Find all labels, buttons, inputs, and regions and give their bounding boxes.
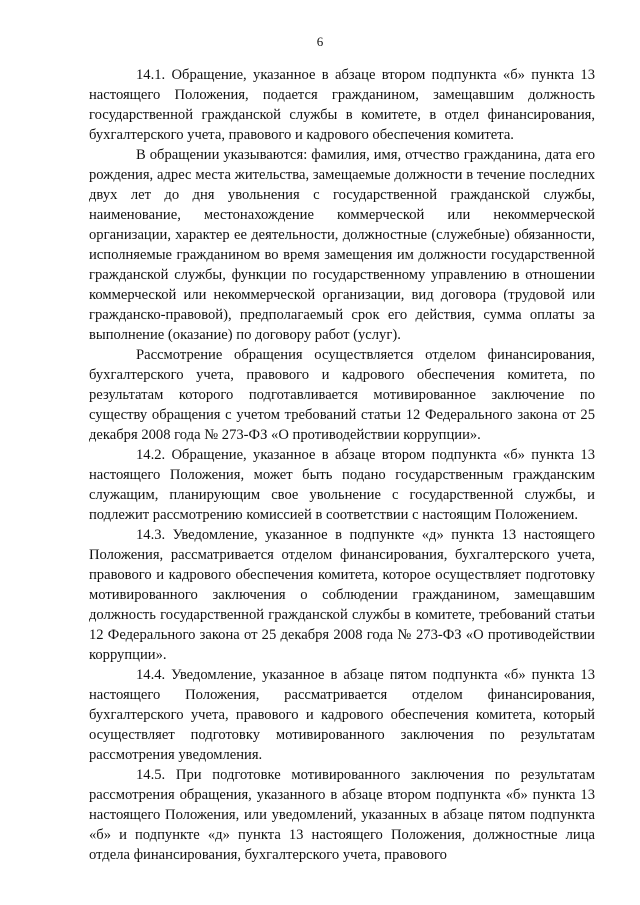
paragraph-14-1: 14.1. Обращение, указанное в абзаце втором подпункта «б» пункта 13 настоящего Положения, подается гражданином, замещавшим должность государственной гражданской службы в комитете, в отдел финансирования, бухгалтерского учета, правового и кадрового обеспечения комитета. bbox=[89, 67, 595, 143]
paragraph-14-3: 14.3. Уведомление, указанное в подпункте «д» пункта 13 настоящего Положения, рассматривается отделом финансирования, бухгалтерского учета, правового и кадрового обеспечения комитета, которое осуществляет подготовку мотивированного заключения о соблюдении гражданином, замещавшим должность государственной гражданской службы в комитете, требований статьи 12 Федерального закона от 25 декабря 2008 года № 273-ФЗ «О противодействии коррупции». bbox=[89, 527, 595, 663]
page-number: 6 bbox=[316, 34, 324, 49]
paragraph-14-2: 14.2. Обращение, указанное в абзаце втором подпункта «б» пункта 13 настоящего Положения, может быть подано государственным гражданским служащим, планирующим свое увольнение с государственной службы, и подлежит рассмотрению комиссией в соответствии с настоящим Положением. bbox=[89, 447, 595, 523]
paragraph-appeal-contents: В обращении указываются: фамилия, имя, отчество гражданина, дата его рождения, адрес места жительства, замещаемые должности в течение последних двух лет до дня увольнения с государственной гражданской службы, наименование, местонахождение коммерческой или некоммерческой организации, характер ее деятельности, должностные (служебные) обязанности, исполняемые гражданином во время замещения им должности государственной гражданской службы, функции по государственному управлению в отношении коммерческой или некоммерческой организации, вид договора (трудовой или гражданско-правовой), предполагаемый срок его действия, сумма оплаты за выполнение (оказание) по договору работ (услуг). bbox=[89, 147, 595, 343]
paragraph-14-4: 14.4. Уведомление, указанное в абзаце пятом подпункта «б» пункта 13 настоящего Положения, рассматривается отделом финансирования, бухгалтерского учета, правового и кадрового обеспечения комитета, который осуществляет подготовку мотивированного заключения по результатам рассмотрения уведомления. bbox=[89, 667, 595, 763]
paragraph-14-5: 14.5. При подготовке мотивированного заключения по результатам рассмотрения обращения, указанного в абзаце втором подпункта «б» пункта 13 настоящего Положения, или уведомлений, указанных в абзаце пятом подпункта «б» и подпункте «д» пункта 13 настоящего Положения, должностные лица отдела финансирования, бухгалтерского учета, правового bbox=[89, 767, 595, 863]
paragraph-appeal-review: Рассмотрение обращения осуществляется отделом финансирования, бухгалтерского учета, правового и кадрового обеспечения комитета, по результатам которого подготавливается мотивированное заключение по существу обращения с учетом требований статьи 12 Федерального закона от 25 декабря 2008 года № 273-ФЗ «О противодействии коррупции». bbox=[89, 347, 595, 443]
document-body bbox=[89, 65, 595, 865]
